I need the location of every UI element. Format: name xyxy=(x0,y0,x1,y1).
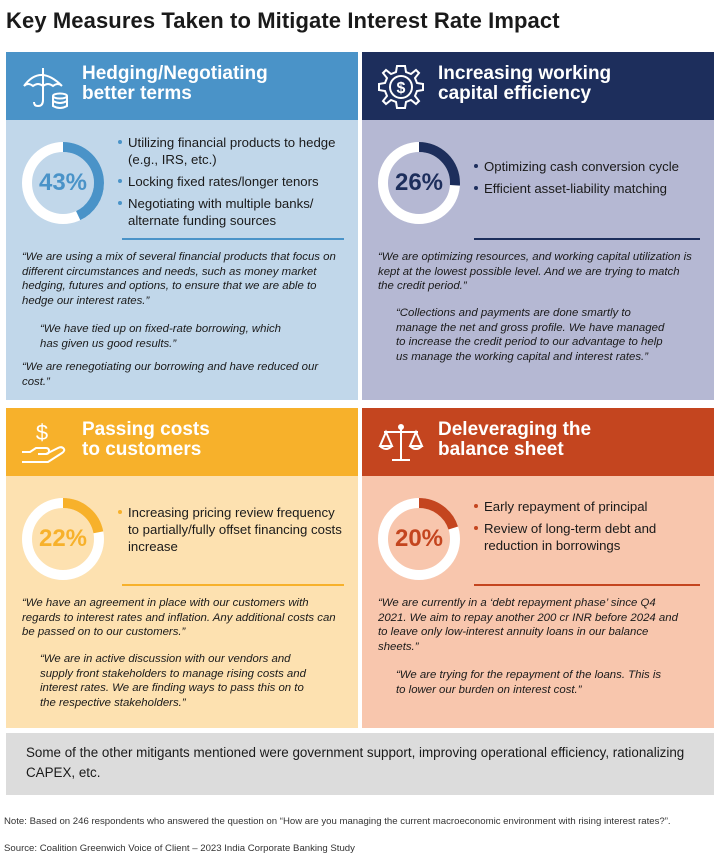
bullet-item: Review of long-term debt and reduction in borrowings xyxy=(474,520,702,554)
bullet-item: Locking fixed rates/longer tenors xyxy=(118,173,346,190)
quote: “We are renegotiating our borrowing and have reduced our cost.” xyxy=(22,361,319,388)
quadrant-header xyxy=(362,52,714,120)
quadrant-body xyxy=(362,120,714,400)
quadrant-body xyxy=(6,476,358,728)
bullet-list xyxy=(474,498,702,559)
balance-scale-icon xyxy=(376,418,426,468)
quote: “We are in active discussion with our vendors and supply front stakeholders to manage rising costs and interest rates. We are finding ways to pass this on to the respective stakeholders.” xyxy=(40,653,306,709)
divider xyxy=(122,584,344,586)
page-title: Key Measures Taken to Mitigate Interest Rate Impact xyxy=(6,8,560,33)
other-mitigants-box xyxy=(6,733,714,795)
percent-donut xyxy=(376,496,462,582)
bullet-item: Utilizing financial products to hedge (e.g., IRS, etc.) xyxy=(118,134,346,168)
bullet-item: Negotiating with multiple banks/ alternate funding sources xyxy=(118,195,346,229)
bullet-list xyxy=(118,134,346,234)
quadrant-header xyxy=(362,408,714,476)
quadrant-title: Passing costs to customers xyxy=(82,419,210,460)
bullet-item: Optimizing cash conversion cycle xyxy=(474,158,702,175)
umbrella-coins-icon xyxy=(20,62,70,112)
quote: “We have tied up on fixed-rate borrowing, which has given us good results.” xyxy=(40,323,282,350)
quadrant-header xyxy=(6,52,358,120)
quadrant-title: Increasing working capital efficiency xyxy=(438,63,612,104)
quadrant-working-capital xyxy=(362,52,714,400)
quadrant-body xyxy=(362,476,714,728)
svg-text:$: $ xyxy=(396,80,406,97)
source: Source: Coalition Greenwich Voice of Client – 2023 India Corporate Banking Study xyxy=(4,843,355,854)
quadrant-hedging xyxy=(6,52,358,400)
quote: “We are optimizing resources, and working capital utilization is kept at the lowest possible level. And we are trying to match the credit period.” xyxy=(378,251,692,292)
bullet-list xyxy=(118,504,346,560)
percent-value: 26% xyxy=(394,169,444,196)
quote: “We are currently in a ‘debt repayment phase’ since Q4 2021. We aim to repay another 200 cr INR before 2024 and to leave only low-interest annuity loans in our balance sheets.” xyxy=(378,597,678,653)
percent-value: 20% xyxy=(394,525,444,552)
bullet-item: Increasing pricing review frequency to partially/fully offset financing costs increase xyxy=(118,504,346,555)
quote: “We are trying for the repayment of the loans. This is to lower our burden on interest cost.” xyxy=(396,669,662,696)
bullet-list xyxy=(474,158,702,202)
footnote: Note: Based on 246 respondents who answered the question on “How are you managing the current macroeconomic environment with rising interest rates?”. xyxy=(4,816,671,827)
hand-dollar-icon xyxy=(20,418,70,468)
quote: “Collections and payments are done smartly to manage the net and gross profile. We have managed to increase the credit period to our advantage to help us manage the working capital and interest rates.” xyxy=(396,307,665,363)
bullet-item: Efficient asset-liability matching xyxy=(474,180,702,197)
quote: “We are using a mix of several financial products that focus on different circumstances and needs, such as money market hedging, futures and options, to ensure that we are able to hedge our interest rates.” xyxy=(22,251,336,307)
quadrant-body xyxy=(6,120,358,400)
bullet-item: Early repayment of principal xyxy=(474,498,702,515)
svg-text:$: $ xyxy=(35,420,49,445)
divider xyxy=(474,584,700,586)
percent-value: 22% xyxy=(38,525,88,552)
quadrant-header xyxy=(6,408,358,476)
quadrant-passing-costs xyxy=(6,408,358,728)
quote: “We have an agreement in place with our customers with regards to interest rates and inflation. Any additional costs can be passed on to our customers.” xyxy=(22,597,336,638)
quadrant-deleveraging xyxy=(362,408,714,728)
percent-value: 43% xyxy=(38,169,88,196)
percent-donut xyxy=(376,140,462,226)
quadrant-title: Hedging/Negotiating better terms xyxy=(82,63,268,104)
other-mitigants-text: Some of the other mitigants mentioned were government support, improving operational efficiency, rationalizing CAPEX, etc. xyxy=(26,745,685,780)
percent-donut xyxy=(20,140,106,226)
percent-donut xyxy=(20,496,106,582)
quadrant-title: Deleveraging the balance sheet xyxy=(438,419,592,460)
gear-dollar-icon xyxy=(376,62,426,112)
divider xyxy=(122,238,344,240)
divider xyxy=(474,238,700,240)
